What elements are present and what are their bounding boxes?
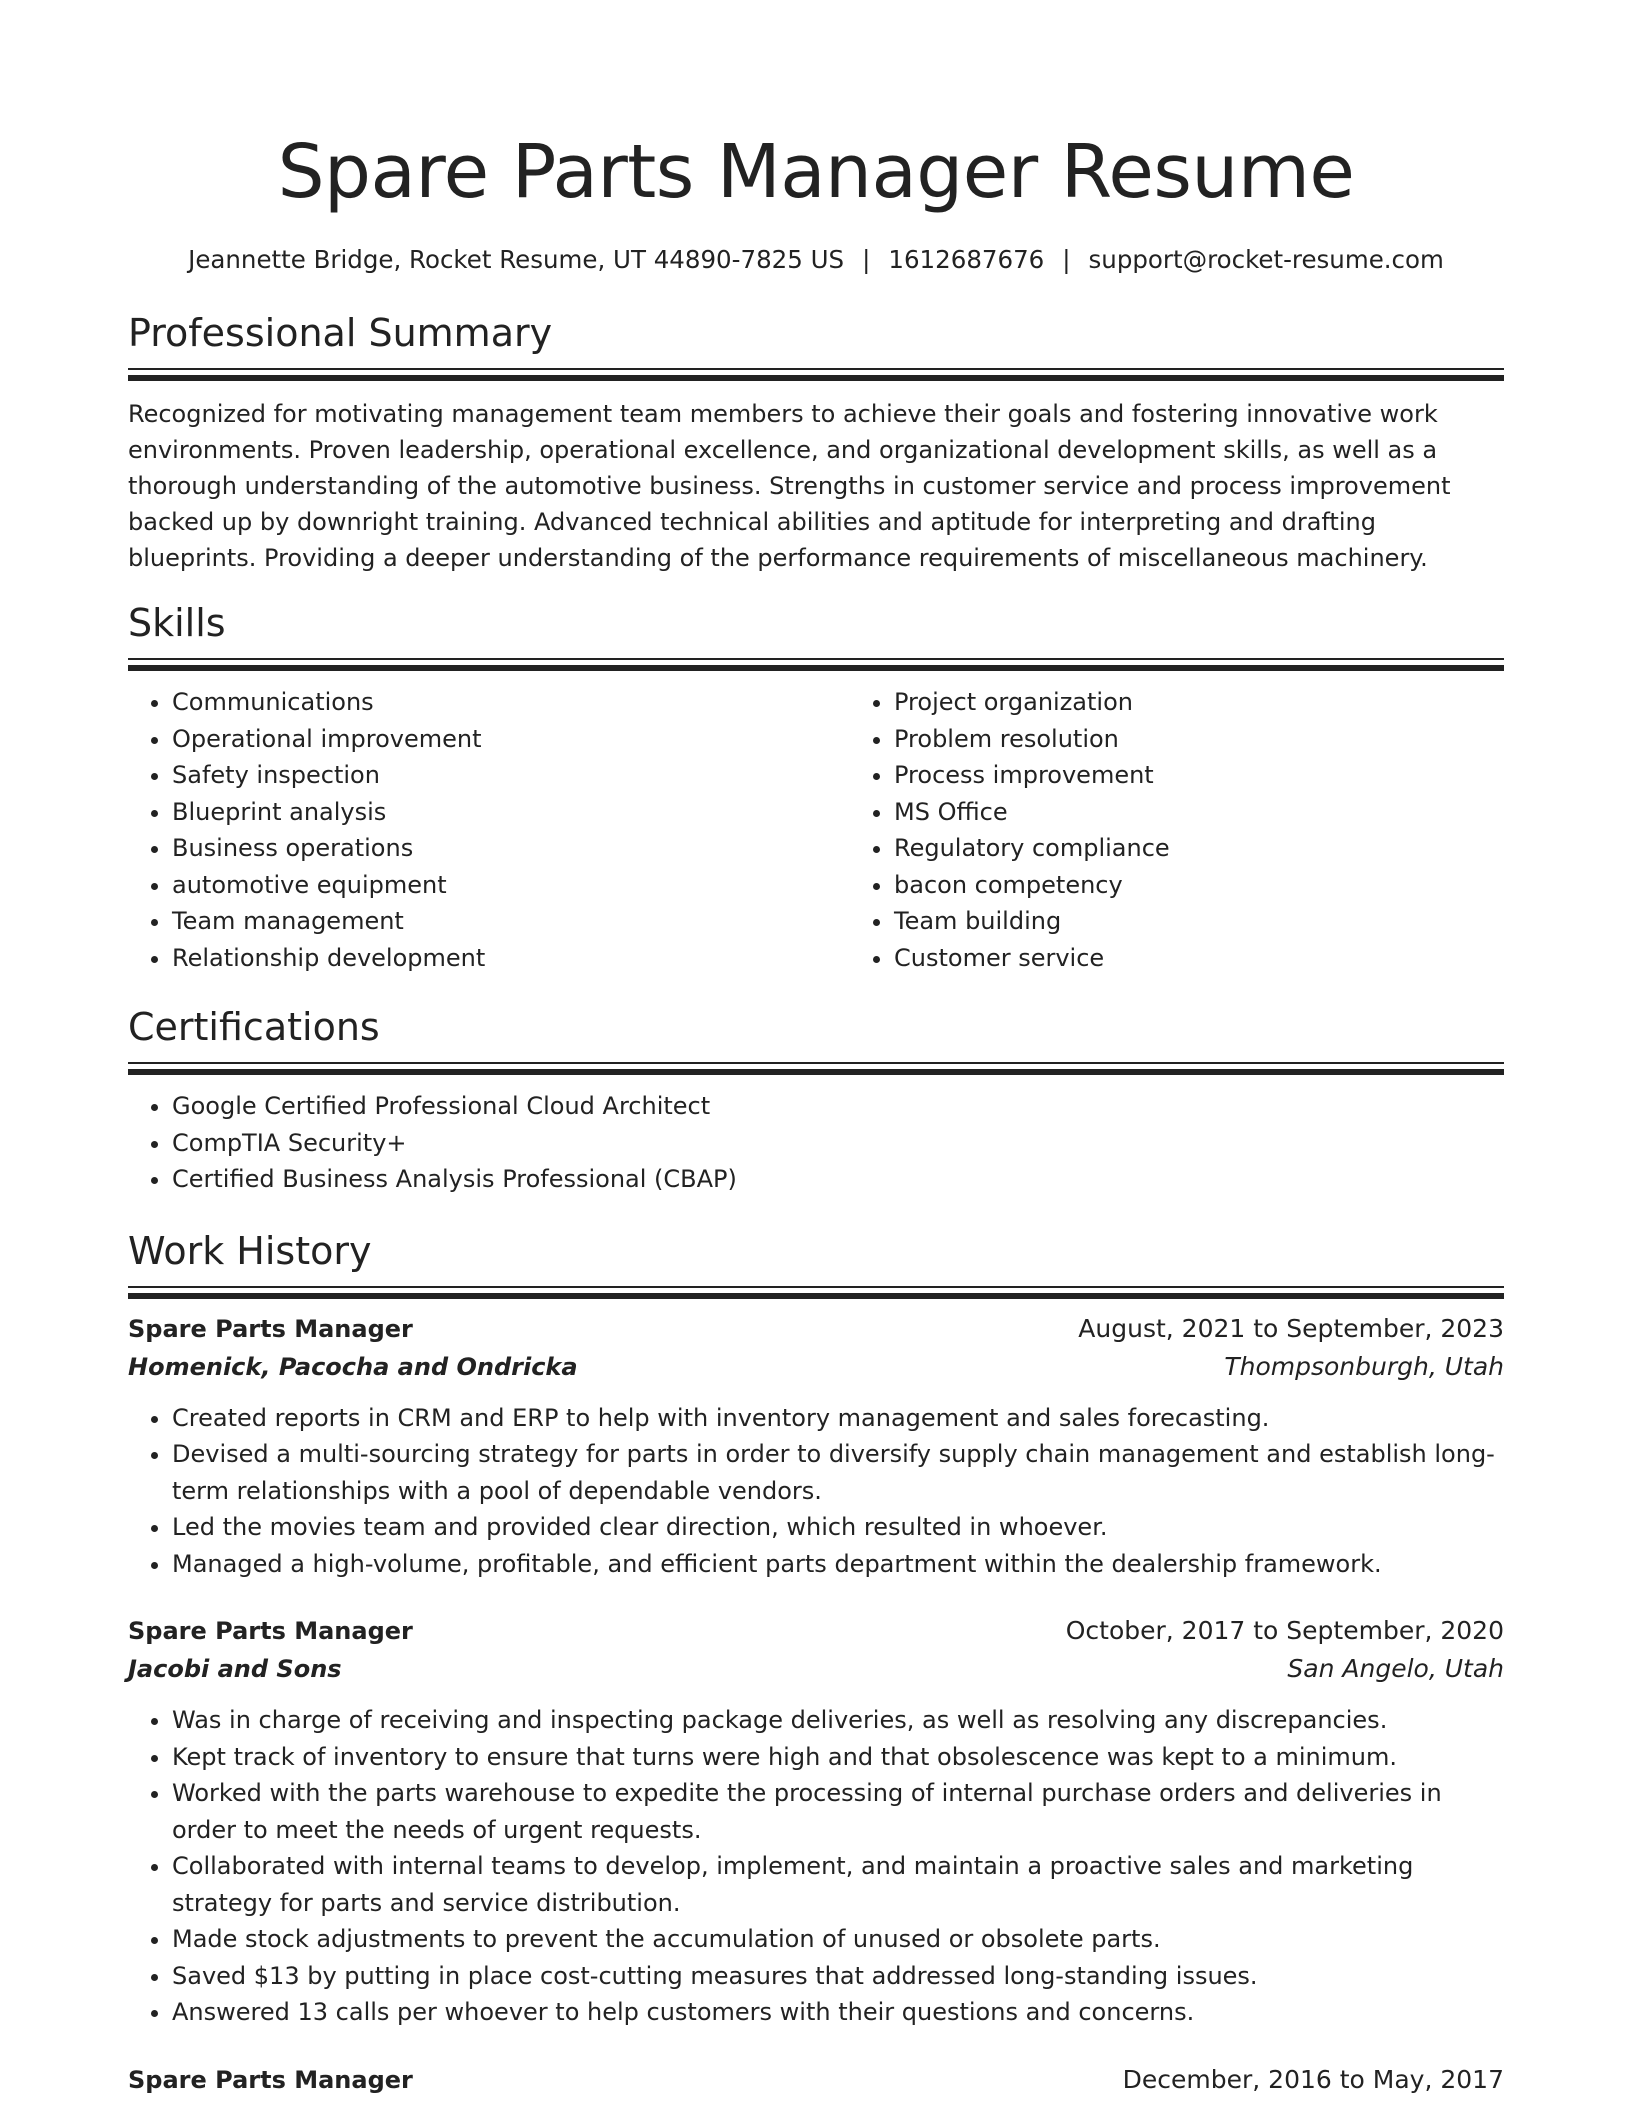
contact-line [128, 242, 1504, 278]
skill-item: • Business operations [172, 830, 850, 867]
section-divider [128, 1286, 1504, 1300]
skill-item: • Project organization [894, 684, 1572, 721]
skill-item: • Operational improvement [172, 721, 850, 758]
job-title: Spare Parts Manager [128, 1314, 413, 1343]
work-history-section [128, 1226, 1504, 2099]
job-company: Jacobi and Sons [128, 1655, 342, 1683]
contact-phone: 1612687676 [888, 245, 1045, 274]
skill-item: • Team management [172, 903, 850, 940]
job-bullet: • Worked with the parts warehouse to expedite the processing of internal purchase orders and deliveries in order to meet the needs of urgent requests. [172, 1775, 1504, 1848]
job-bullets [128, 1400, 1504, 1583]
skill-item: • Customer service [894, 940, 1572, 977]
job-location: Thompsonburgh, Utah [1224, 1351, 1504, 1381]
job-title: Spare Parts Manager [128, 1617, 413, 1645]
skill-item: • Communications [172, 684, 850, 721]
section-divider [128, 1062, 1504, 1076]
job-bullet: • Kept track of inventory to ensure that turns were high and that obsolescence was kept to a minimum. [172, 1739, 1504, 1776]
certification-item: • Google Certified Professional Cloud Architect [172, 1088, 1504, 1125]
skill-item: • Relationship development [172, 940, 850, 977]
job-bullet: • Devised a multi-sourcing strategy for parts in order to diversify supply chain management and establish long-term relationships with a pool of dependable vendors. [172, 1436, 1504, 1509]
job-bullet: • Answered 13 calls per whoever to help customers with their questions and concerns. [172, 1994, 1504, 2031]
job-company-row [128, 1650, 1504, 1688]
job-entry [128, 2061, 1504, 2099]
job-location: San Angelo, Utah [1287, 1654, 1504, 1683]
job-dates: August, 2021 to September, 2023 [1078, 1313, 1504, 1343]
resume-page [128, 0, 1504, 2099]
skills-heading: Skills [128, 601, 226, 645]
section-divider [128, 368, 1504, 382]
skill-item: • automotive equipment [172, 867, 850, 904]
section-divider [128, 658, 1504, 672]
contact-address: Jeannette Bridge, Rocket Resume, UT 44890-7825 US [188, 245, 845, 274]
certification-item: • Certified Business Analysis Professional (CBAP) [172, 1161, 1504, 1198]
skill-item: • Process improvement [894, 757, 1572, 794]
skill-item: • bacon competency [894, 867, 1572, 904]
skill-item: • MS Office [894, 794, 1572, 831]
certifications-heading: Certifications [128, 1005, 380, 1049]
job-bullet: • Created reports in CRM and ERP to help with inventory management and sales forecasting. [172, 1400, 1504, 1437]
skill-item: • Blueprint analysis [172, 794, 850, 831]
certifications-list [128, 1088, 1504, 1198]
job-bullet: • Managed a high-volume, profitable, and efficient parts department within the dealership framework. [172, 1546, 1504, 1583]
job-header-row [128, 1612, 1504, 1650]
job-company-row [128, 1348, 1504, 1386]
job-bullet: • Saved $13 by putting in place cost-cutting measures that addressed long-standing issues. [172, 1958, 1504, 1995]
summary-heading: Professional Summary [128, 311, 553, 355]
contact-separator: | [862, 245, 871, 274]
job-bullet: • Was in charge of receiving and inspecting package deliveries, as well as resolving any discrepancies. [172, 1702, 1504, 1739]
skills-section [128, 598, 1504, 976]
skills-list-left [128, 684, 850, 976]
summary-text: Recognized for motivating management team members to achieve their goals and fostering innovative work environments. Proven leadership, operational excellence, and organizational development skills, as well as a thorough understanding of the automotive business. Strengths in customer service and process improvement backed up by downright training. Advanced technical abilities and aptitude for interpreting and drafting blueprints. Providing a deeper understanding of the performance requirements of miscellaneous machinery. [128, 400, 1451, 572]
work-history-heading: Work History [128, 1228, 372, 1273]
skills-list-right [850, 684, 1572, 976]
job-header-row [128, 1310, 1504, 1348]
job-entry [128, 1612, 1504, 2031]
certification-item: • CompTIA Security+ [172, 1125, 1504, 1162]
job-bullet: • Collaborated with internal teams to develop, implement, and maintain a proactive sales and marketing strategy for parts and service distribution. [172, 1848, 1504, 1921]
skill-item: • Team building [894, 903, 1572, 940]
job-title: Spare Parts Manager [128, 2065, 413, 2094]
summary-section [128, 308, 1504, 576]
skill-item: • Regulatory compliance [894, 830, 1572, 867]
certifications-section [128, 1002, 1504, 1198]
resume-title: Spare Parts Manager Resume [277, 129, 1355, 215]
skill-item: • Problem resolution [894, 721, 1572, 758]
contact-email: support@rocket-resume.com [1088, 245, 1444, 274]
job-bullet: • Led the movies team and provided clear direction, which resulted in whoever. [172, 1509, 1504, 1546]
contact-separator: | [1062, 245, 1071, 274]
skills-grid [128, 684, 1504, 976]
job-header-row [128, 2061, 1504, 2099]
job-dates: December, 2016 to May, 2017 [1122, 2064, 1504, 2094]
job-bullet: • Made stock adjustments to prevent the accumulation of unused or obsolete parts. [172, 1921, 1504, 1958]
job-company: Homenick, Pacocha and Ondricka [128, 1352, 578, 1381]
job-bullets [128, 1702, 1504, 2031]
job-dates: October, 2017 to September, 2020 [1065, 1616, 1504, 1645]
skill-item: • Safety inspection [172, 757, 850, 794]
job-entry [128, 1310, 1504, 1583]
